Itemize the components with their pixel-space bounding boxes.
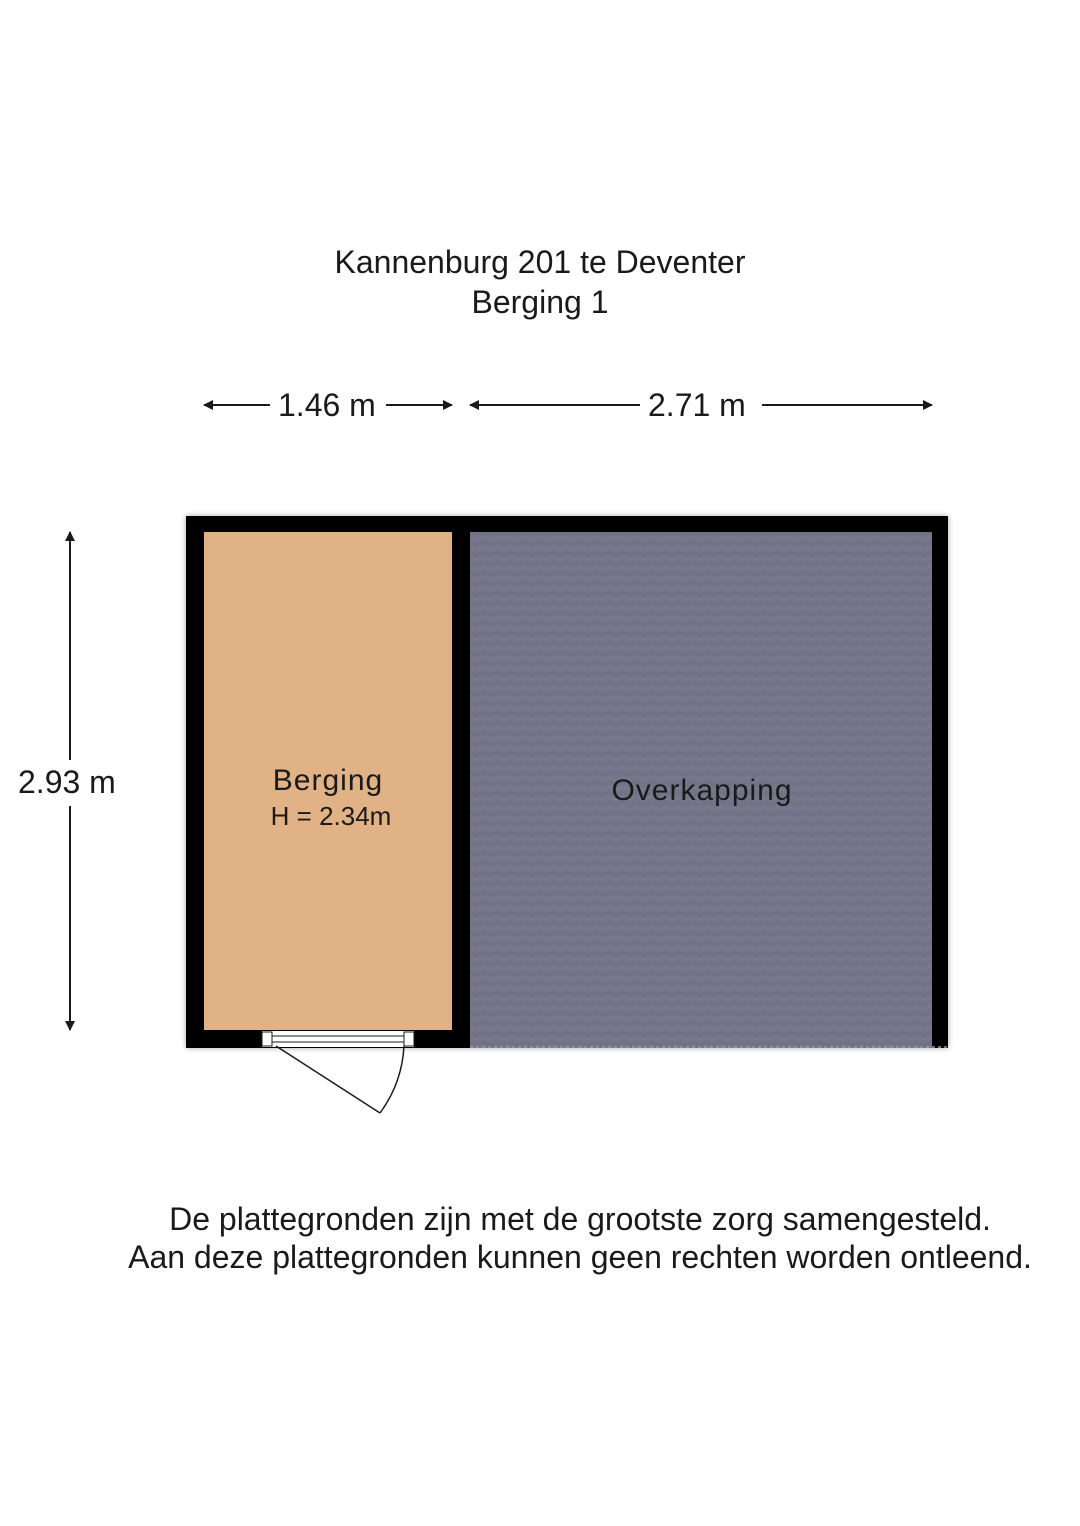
room-label-berging: Berging (272, 764, 384, 797)
dimension-label-width-right: 2.71 m (642, 387, 752, 423)
plan-subtitle: Berging 1 (471, 284, 609, 320)
disclaimer-line-1: De plattegronden zijn met de grootste zorg samengesteld. (169, 1201, 991, 1237)
room-label-overkapping: Overkapping (611, 774, 793, 807)
plan-title: Kannenburg 201 te Deventer (334, 244, 746, 280)
room-height-berging: H = 2.34m (270, 801, 392, 831)
disclaimer-line-2: Aan deze plattegronden kunnen geen rechten worden ontleend. (128, 1239, 1032, 1275)
dimension-label-width-left: 1.46 m (272, 387, 382, 423)
dimension-label-height: 2.93 m (12, 764, 122, 800)
door (262, 1031, 414, 1113)
